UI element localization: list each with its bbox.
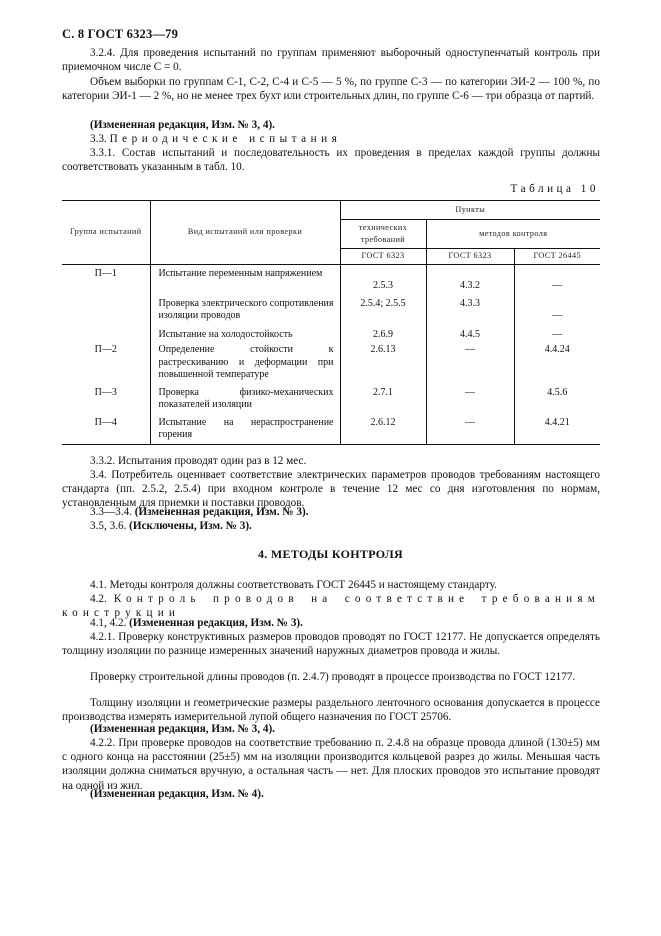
cell-group: П—3 <box>94 386 117 398</box>
col-header-group: Группа испытаний <box>62 201 150 265</box>
cell-type: Определение стойкости к растрескиванию и деформации при повышенной температуре <box>150 341 340 382</box>
paragraph-3-3-2: 3.3.2. Испытания проводят один раз в 12 мес. <box>90 455 307 467</box>
cell-method-2: 4.4.24 <box>514 341 600 382</box>
page-header: С. 8 ГОСТ 6323—79 <box>62 27 179 41</box>
paragraph-sample-size: Объем выборки по группам С-1, С-2, С-4 и С-5 — 5 %, по группе С-3 — по категории ЭИ-2 — 100 %, по категории ЭИ-1 — 2 %, но не менее трех бухт или строительных длин, по группе С-6 — три образца от партий. <box>62 76 600 103</box>
heading-3-3-number: 3.3. <box>90 133 107 145</box>
table-row <box>62 293 600 323</box>
cell-group <box>62 323 150 342</box>
amendment-note: (Измененная редакция, Изм. № 3). <box>134 506 309 518</box>
col-header-tech: технических требований <box>340 220 426 249</box>
cell-method-2: 4.5.6 <box>514 382 600 412</box>
paragraph-number: 4.1, 4.2. <box>90 617 127 629</box>
paragraph-4-1: 4.1. Методы контроля должны соответствовать ГОСТ 26445 и настоящему стандарту. <box>90 579 497 591</box>
cell-tech: 2.7.1 <box>340 382 426 412</box>
cell-method-1: — <box>426 382 514 412</box>
sub-header-gost26445: ГОСТ 26445 <box>514 249 600 265</box>
amendment-note: (Измененная редакция, Изм. № 3, 4). <box>90 723 275 735</box>
amendment-note: (Измененная редакция, Изм. № 3). <box>129 617 303 629</box>
cell-group <box>62 293 150 323</box>
cell-method-1: 4.3.2 <box>426 265 514 293</box>
heading-3-3-title: Периодические испытания <box>109 133 342 145</box>
cell-type: Испытание переменным напряжением <box>150 265 340 293</box>
paragraph-4-2-1: 4.2.1. Проверку конструктивных размеров проводов проводят по ГОСТ 12177. Не допускается определять толщину изоляции по разнице измеренных значений наружных диаметров провода и жилы. <box>62 631 600 658</box>
heading-4-2-title: Контроль проводов на соответствие требованиям конструкции <box>62 593 600 620</box>
cell-method-2: — <box>514 293 600 323</box>
paragraph-insulation-thickness: Толщину изоляции и геометрические размеры раздельного ленточного основания допускается в процессе производства измерять измерительной лупой общего назначения по ГОСТ 25706. <box>62 697 600 724</box>
cell-method-1: 4.3.3 <box>426 293 514 323</box>
cell-group: П—1 <box>94 268 117 279</box>
paragraph-number: 3.3—3.4. <box>90 506 132 518</box>
table-caption: Таблица 10 <box>510 183 599 195</box>
section-heading-4: 4. МЕТОДЫ КОНТРОЛЯ <box>257 547 404 561</box>
cell-type: Проверка электрического сопротивления изоляции проводов <box>150 293 340 323</box>
amendment-note: (Измененная редакция, Изм. № 4). <box>90 788 264 800</box>
heading-4-2-number: 4.2. <box>90 593 107 605</box>
amendment-note: (Исключены, Изм. № 3). <box>129 520 252 532</box>
amendment-note: (Измененная редакция, Изм. № 3, 4). <box>90 119 275 131</box>
table-10 <box>62 200 600 445</box>
paragraph-number: 3.5, 3.6. <box>90 520 127 532</box>
cell-tech: 2.6.13 <box>340 341 426 382</box>
col-header-type: Вид испытаний или проверки <box>150 201 340 265</box>
cell-method-2: — <box>514 265 600 293</box>
paragraph-3-5-3-6 <box>62 519 600 533</box>
paragraph-3-3-3-4 <box>62 505 600 519</box>
cell-tech: 2.5.4; 2.5.5 <box>340 293 426 323</box>
cell-type: Проверка физико-механических показателей изоляции <box>150 382 340 412</box>
table-row <box>62 341 600 382</box>
paragraph-4-1-4-2 <box>62 616 600 630</box>
sub-header-gost6323-a: ГОСТ 6323 <box>340 249 426 265</box>
table-row <box>62 265 600 293</box>
cell-method-1: — <box>426 412 514 445</box>
paragraph-build-length: Проверку строительной длины проводов (п. 2.4.7) проводят в процессе производства по ГОСТ 12177. <box>90 671 576 683</box>
cell-tech: 2.6.12 <box>340 412 426 445</box>
sub-header-gost6323-b: ГОСТ 6323 <box>426 249 514 265</box>
cell-type: Испытание на холодостойкость <box>150 323 340 342</box>
cell-group: П—2 <box>94 344 117 355</box>
cell-tech: 2.6.9 <box>340 323 426 342</box>
cell-tech: 2.5.3 <box>340 265 426 293</box>
table-row <box>62 412 600 445</box>
paragraph-3-3-1: 3.3.1. Состав испытаний и последовательность их проведения в пределах каждой группы должны соответствовать указанным в табл. 10. <box>62 147 600 174</box>
cell-group: П—4 <box>94 416 117 428</box>
table-row <box>62 323 600 342</box>
cell-type: Испытание на нераспространение горения <box>150 412 340 445</box>
cell-method-1: — <box>426 341 514 382</box>
heading-3-3 <box>62 132 600 146</box>
paragraph-3-4: 3.4. Потребитель оценивает соответствие электрических параметров проводов требованиям настоящего стандарта (пп. 2.5.2, 2.5.4) при входном контроле в течение 12 мес со дня изготовления по нормам, установленным для приемки и поставки проводов. <box>62 469 600 510</box>
cell-method-2: 4.4.21 <box>514 412 600 445</box>
cell-method-2: — <box>514 323 600 342</box>
table-row <box>62 382 600 412</box>
col-header-items: Пункты <box>340 201 600 220</box>
paragraph-3-2-4: 3.2.4. Для проведения испытаний по группам применяют выборочный одноступенчатый контроль при приемочном числе С = 0. <box>62 47 600 74</box>
paragraph-4-2-2: 4.2.2. При проверке проводов на соответствие требованию п. 2.4.8 на образце провода длиной (130±5) мм с одного конца на расстоянии (25±5) мм на изоляции производится кольцевой разрез до жилы. Меньшая часть изоляции должна сниматься вручную, а остальная часть — нет. Для плоских проводов это испытание проводят на одной из жил. <box>62 737 600 792</box>
col-header-methods: методов контроля <box>426 220 600 249</box>
cell-method-1: 4.4.5 <box>426 323 514 342</box>
